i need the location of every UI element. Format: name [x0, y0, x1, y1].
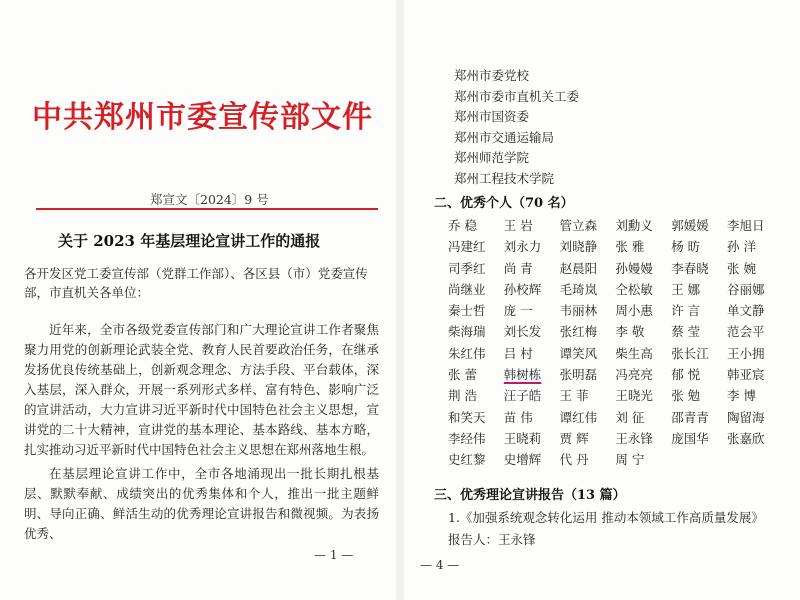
- individual-name: 陶留海: [726, 409, 765, 425]
- individual-name: 刘永力: [503, 239, 542, 255]
- individual-name: 仝松敏: [615, 281, 653, 297]
- individual-name: 荆 浩: [448, 388, 477, 404]
- individual-name: 单文静: [726, 303, 765, 319]
- individual-name: 郭媛媛: [671, 218, 709, 233]
- individual-name: 李经伟: [448, 430, 486, 446]
- individual-name: 张红梅: [559, 324, 598, 340]
- individual-name: 周 宁: [615, 452, 645, 468]
- individual-name: 史增辉: [503, 452, 542, 468]
- individual-name: 王 岩: [503, 218, 533, 233]
- unit-item: 郑州工程技术学院: [454, 170, 555, 186]
- unit-item: 郑州市委市直机关工委: [454, 88, 580, 104]
- individual-name: 秦士哲: [448, 303, 486, 319]
- individual-name: 范会平: [726, 324, 765, 340]
- page-number-left: — 1 —: [314, 548, 354, 562]
- individual-name: 赵晨阳: [559, 260, 598, 276]
- section-title-reports: 三、优秀理论宣讲报告（13 篇）: [434, 488, 626, 503]
- individual-name: 刘长发: [503, 324, 542, 340]
- unit-item: 郑州市委党校: [454, 68, 530, 83]
- page-gutter: [396, 0, 404, 600]
- individual-name: 吕 村: [503, 345, 533, 361]
- individual-name: 李旭日: [726, 218, 765, 233]
- individual-name: 韩亚宸: [726, 367, 765, 383]
- individual-name: 刘晓静: [559, 239, 598, 255]
- notice-title: 关于 2023 年基层理论宣讲工作的通报: [58, 232, 321, 250]
- individual-name: 柴生高: [615, 345, 653, 361]
- individual-name: 庞 一: [503, 303, 533, 319]
- individual-name: 王晓光: [615, 388, 653, 404]
- document-header-title: 中共郑州市委宣传部文件: [32, 100, 373, 135]
- individual-name: 苗 伟: [503, 409, 533, 425]
- individual-name: 韦丽林: [559, 303, 598, 319]
- individual-name: 孙校辉: [503, 281, 542, 297]
- individual-name: 张 雅: [615, 239, 645, 255]
- reporter-line: 报告人：王永锋: [448, 532, 536, 547]
- individual-name: 许 言: [671, 303, 701, 319]
- individual-name: 王 娜: [671, 281, 701, 297]
- individual-name: 谭笑风: [559, 345, 598, 361]
- individual-name: 乔 稳: [448, 218, 477, 233]
- individual-name: 张 婉: [726, 260, 756, 276]
- individual-name: 周小惠: [615, 303, 653, 319]
- individual-name: 尚继业: [448, 281, 486, 297]
- individual-name: 谷丽娜: [726, 281, 765, 297]
- individual-name: 杨 昉: [671, 239, 701, 255]
- individual-name: 管立森: [559, 218, 598, 233]
- individual-name: 刘勳义: [615, 218, 653, 233]
- individual-name: 谭红伟: [559, 409, 598, 425]
- individual-name: 王晓莉: [503, 430, 542, 446]
- section-title-individuals: 二、优秀个人（70 名）: [434, 196, 574, 211]
- unit-item: 郑州市国资委: [454, 109, 530, 124]
- individual-name: 贾 辉: [559, 430, 589, 446]
- individual-name: 汪子皓: [503, 388, 542, 404]
- individual-name: 尚 青: [503, 260, 533, 276]
- recipients-line: 各开发区党工委宣传部（党群工作部）、各区县（市）党委宣传部，市直机关各单位：: [24, 266, 368, 300]
- individual-name: 王 菲: [559, 388, 589, 404]
- individual-name: 邵青青: [671, 409, 709, 425]
- left-page: [0, 0, 396, 600]
- individual-name: 张嘉欣: [726, 430, 765, 446]
- individual-name: 张长江: [671, 345, 709, 361]
- individual-name: 李春晓: [671, 260, 709, 276]
- red-divider-line: [36, 208, 378, 210]
- individual-name: 王小拥: [726, 345, 765, 361]
- individual-name: 李 博: [726, 388, 756, 404]
- body-paragraph-1: 近年来，全市各级党委宣传部门和广大理论宣讲工作者聚焦聚力用党的创新理论武装全党、教育人民首要政治任务，在继承发扬优良传统基础上，创新观念理念、方法手段、平台载体，深入基层，深入群众，开展一系列形式多样、富有特色、影响广泛的宣讲活动，大力宣讲习近平新时代中国特色社会主义思想，宣讲党的二十大精神，宣讲党的基本理论、基本路线、基本方略，扎实推动习近平新时代中国特色社会主义思想在郑州落地生根。: [24, 322, 379, 457]
- individual-name: 庞国华: [671, 430, 709, 446]
- body-paragraph-2: 在基层理论宣讲工作中，全市各地涌现出一批长期扎根基层、默默奉献、成绩突出的优秀集体和个人，推出一批主题鲜明、导向正确、鲜活生动的优秀理论宣讲报告和微视频。为表扬优秀、: [24, 466, 379, 541]
- report-item-1: 1.《加强系统观念转化运用 推动本领域工作高质量发展》: [448, 510, 764, 525]
- individual-name: 孙嫚嫚: [615, 260, 653, 276]
- individual-name: 刘 征: [615, 409, 645, 425]
- unit-list: [454, 66, 579, 189]
- individual-name: 张明磊: [559, 367, 598, 383]
- individual-name: 毛琦岚: [559, 281, 598, 297]
- individuals-name-grid: [448, 216, 783, 472]
- individual-name: 冯亮亮: [615, 367, 653, 383]
- individual-name: 朱红伟: [448, 345, 486, 361]
- individual-name: 蔡 莹: [671, 324, 701, 340]
- unit-item: 郑州师范学院: [454, 150, 530, 165]
- individual-name: 孙 洋: [726, 239, 756, 255]
- individual-name: 冯建红: [448, 239, 486, 255]
- individual-name: 郁 悦: [671, 367, 701, 383]
- document-number: 郑宣文〔2024〕9 号: [150, 192, 269, 207]
- individual-name: 王永锋: [615, 430, 653, 446]
- individual-name: 代 丹: [559, 452, 589, 468]
- individual-name: 和笑天: [448, 409, 486, 425]
- individual-name: 史红黎: [448, 452, 486, 468]
- individual-name: 李 敬: [615, 324, 645, 340]
- highlighted-individual-name: 韩树栋: [503, 367, 542, 383]
- individual-name: 柴海瑞: [448, 324, 486, 340]
- individual-name: 司季红: [448, 260, 486, 276]
- unit-item: 郑州市交通运输局: [454, 129, 555, 145]
- page-number-right: — 4 —: [420, 558, 460, 572]
- individual-name: 张 勉: [671, 388, 701, 404]
- individual-name: 张 蕾: [448, 367, 477, 383]
